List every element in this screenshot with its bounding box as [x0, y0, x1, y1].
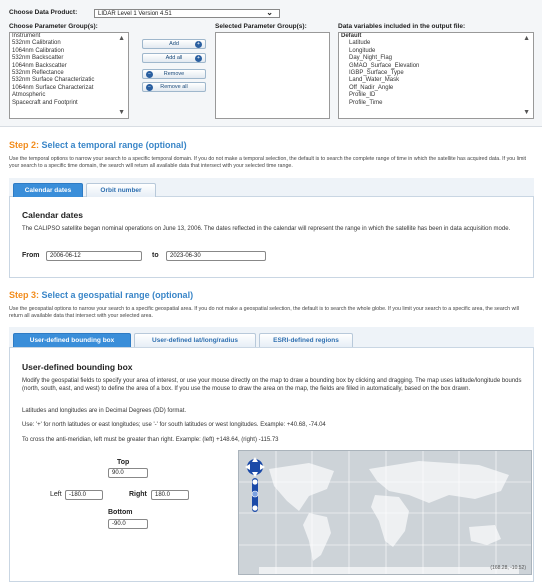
scroll-up-icon[interactable]: ▲	[118, 35, 125, 42]
output-var-item[interactable]: Latitude	[349, 40, 371, 47]
param-group-item[interactable]: Instrument	[12, 33, 41, 39]
tab-calendar-dates[interactable]: Calendar dates	[13, 183, 83, 197]
step2-heading: Select a temporal range (optional)	[41, 140, 187, 150]
right-label: Right	[129, 491, 147, 498]
step3-number: Step 3:	[9, 290, 40, 300]
minus-circle-icon: −	[146, 71, 153, 78]
world-map[interactable]	[238, 450, 532, 575]
add-label: Add	[169, 41, 179, 47]
output-var-item[interactable]: Off_Nadir_Angle	[349, 84, 394, 91]
top-label: Top	[117, 459, 130, 466]
bounding-box-para3: Use: '+' for north latitudes or east longitudes; use '-' for south latitudes or west longitudes. Example: +40.68, -74.04	[22, 422, 326, 428]
param-group-item[interactable]: 532nm Calibration	[12, 40, 61, 47]
output-var-item[interactable]: Day_Night_Flag	[349, 55, 393, 62]
param-group-item[interactable]: Atmospheric	[12, 92, 46, 99]
plus-circle-icon: +	[195, 41, 202, 48]
data-product-selected: LIDAR Level 1 Version 4.51	[98, 11, 172, 17]
param-group-item[interactable]: Spacecraft and Footprint	[12, 99, 78, 106]
step3-title	[9, 290, 193, 300]
remove-all-label: Remove all	[160, 84, 188, 90]
step2-title	[9, 140, 187, 150]
bottom-label: Bottom	[108, 509, 133, 516]
remove-button[interactable]	[142, 69, 206, 79]
add-button[interactable]	[142, 39, 206, 49]
add-all-button[interactable]	[142, 53, 206, 63]
left-label: Left	[50, 491, 62, 498]
scroll-down-icon[interactable]: ▼	[523, 109, 530, 116]
scroll-down-icon[interactable]: ▼	[118, 109, 125, 116]
output-var-item[interactable]: Longitude	[349, 47, 376, 54]
bounding-box-para2: Latitudes and longitudes are in Decimal Degrees (DD) format.	[22, 408, 187, 414]
remove-all-button[interactable]	[142, 82, 206, 92]
param-group-item[interactable]: 532nm Backscatter	[12, 55, 64, 62]
to-label: to	[152, 252, 159, 259]
scroll-up-icon[interactable]: ▲	[523, 35, 530, 42]
step2-panel-body	[10, 197, 533, 277]
add-all-label: Add all	[165, 55, 183, 61]
selected-groups-list[interactable]	[215, 32, 330, 119]
data-product-label: Choose Data Product:	[9, 9, 78, 16]
output-var-item[interactable]: Profile_ID	[349, 92, 376, 99]
right-input[interactable]: 180.0	[151, 490, 189, 500]
landmass-south-america	[303, 513, 331, 561]
from-date-input[interactable]: 2006-06-12	[46, 251, 142, 261]
step2-description: Use the temporal options to narrow your search to a specific temporal domain. If you do not make a temporal selection, the default is to search the complete range of time in which the satellite has acquired data. If you limit your search to a specific time domain, the search will return all available data that intersect with your selected time range.	[9, 156, 527, 169]
param-group-item[interactable]: 1064nm Calibration	[12, 47, 65, 54]
output-var-item[interactable]: IGBP_Surface_Type	[349, 70, 404, 77]
calendar-dates-title: Calendar dates	[22, 210, 83, 220]
param-group-item[interactable]: 1064nm Surface Characterizat	[12, 84, 94, 91]
landmass-north-america	[269, 463, 334, 511]
output-var-item[interactable]: Land_Water_Mask	[349, 77, 400, 84]
param-group-item[interactable]: 532nm Reflectance	[12, 70, 64, 77]
top-input[interactable]: 90.0	[108, 468, 148, 478]
landmass-africa	[371, 495, 409, 547]
output-var-item[interactable]: GMAO_Surface_Elevation	[349, 62, 420, 69]
to-date-input[interactable]: 2023-06-30	[166, 251, 266, 261]
plus-circle-icon: +	[195, 55, 202, 62]
output-vars-label: Data variables included in the output file:	[338, 23, 466, 30]
tab-esri-regions[interactable]: ESRI-defined regions	[259, 333, 353, 347]
zoom-handle[interactable]	[252, 491, 258, 497]
bounding-box-para4: To cross the anti-meridian, left must be greater than right. Example: (left) +148.64, (right) -115.73	[22, 437, 279, 443]
map-coordinate-readout: (168.28, -10.52)	[490, 565, 526, 571]
bounding-box-title: User-defined bounding box	[22, 362, 133, 372]
param-groups-label: Choose Parameter Group(s):	[9, 23, 98, 30]
chevron-down-icon: ⌄	[266, 8, 273, 17]
tab-orbit-number[interactable]: Orbit number	[86, 183, 156, 197]
output-vars-list[interactable]	[338, 32, 534, 119]
from-label: From	[22, 252, 40, 259]
pan-compass-icon[interactable]	[245, 457, 265, 477]
param-groups-list[interactable]	[9, 32, 129, 119]
remove-label: Remove	[163, 71, 185, 77]
bottom-input[interactable]: -90.0	[108, 519, 148, 529]
map-landmasses	[259, 461, 519, 575]
calendar-dates-text: The CALIPSO satellite began nominal operations on June 13, 2006. The dates reflected in the calendar will represent the range in which the satellite has been in data acquisition mode.	[22, 226, 511, 232]
selected-groups-label: Selected Parameter Group(s):	[215, 23, 307, 30]
bounding-box-para1: Modify the geospatial fields to specify your area of interest, or use your mouse directly on the map to draw a bounding box by clicking and dragging. The map uses latitude/longitude bounds (north, south, east, and west) to define the area of a box. If you use the mouse to draw the area on the map, the fields are filled in automatically, based on the box drawn.	[22, 378, 522, 392]
world-map-svg	[239, 451, 532, 575]
step3-description: Use the geospatial options to narrow your search to a specific geospatial area. If you do not make a geospatial selection, the default is to search the whole globe. If you limit your search to a specific area, the search will return all available data that intersect with your selected area.	[9, 306, 519, 319]
zoom-in-icon[interactable]	[252, 479, 257, 484]
minus-circle-icon: −	[146, 84, 153, 91]
zoom-out-icon[interactable]	[252, 505, 257, 510]
tab-lat-long-radius[interactable]: User-defined lat/long/radius	[134, 333, 256, 347]
step3-heading: Select a geospatial range (optional)	[41, 290, 194, 300]
left-input[interactable]: -180.0	[65, 490, 103, 500]
output-var-item[interactable]: Profile_Time	[349, 99, 383, 106]
step2-number: Step 2:	[9, 140, 40, 150]
tab-bounding-box[interactable]: User-defined bounding box	[13, 333, 131, 347]
output-vars-header: Default	[341, 33, 362, 39]
param-group-item[interactable]: 1064nm Backscatter	[12, 62, 67, 69]
param-group-item[interactable]: 532nm Surface Characterizatic	[12, 77, 95, 84]
landmass-antarctica	[259, 567, 519, 575]
data-product-select[interactable]	[94, 9, 280, 18]
